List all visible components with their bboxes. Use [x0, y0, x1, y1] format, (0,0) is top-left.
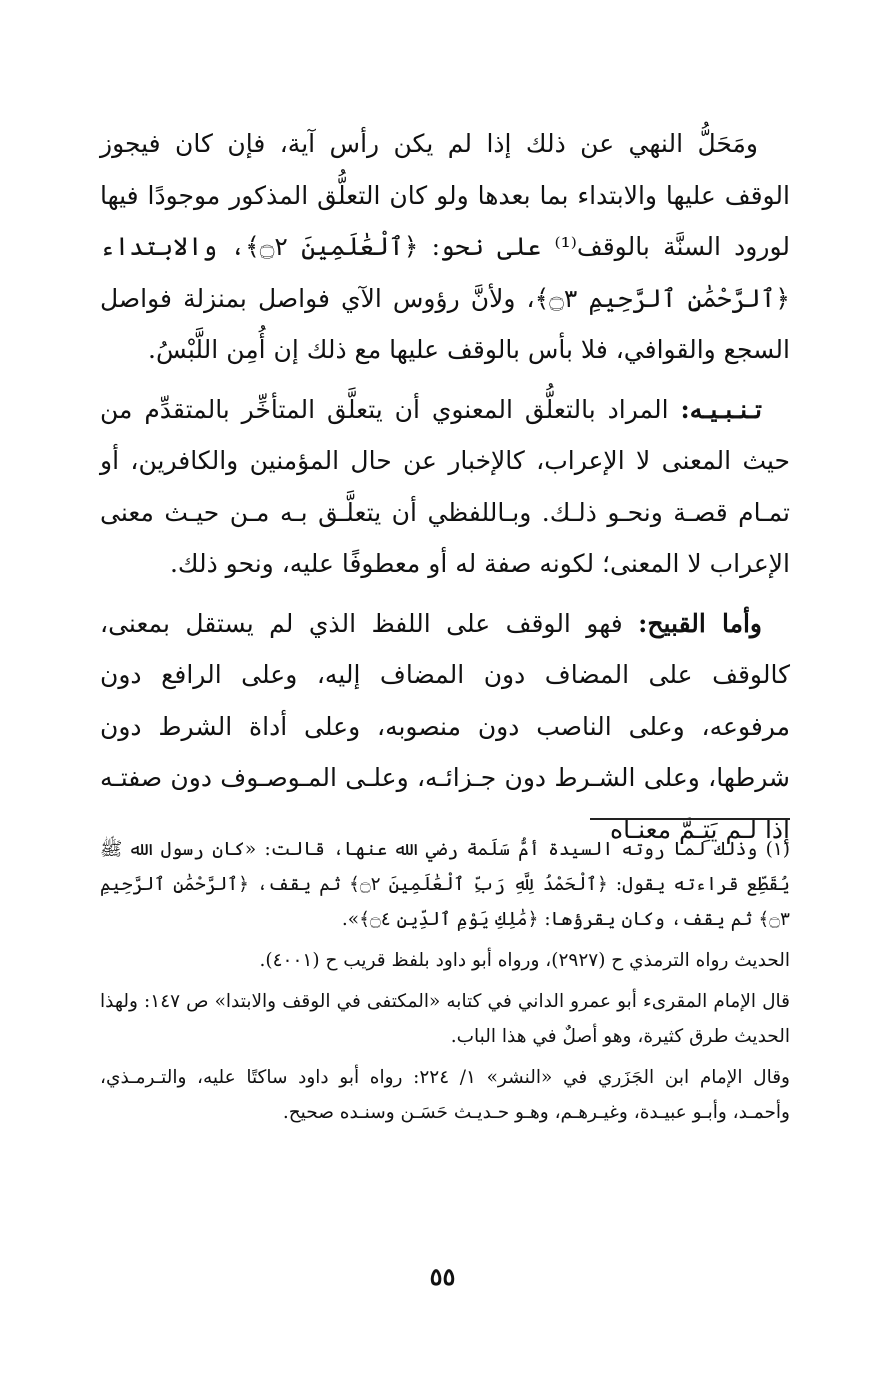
- paragraph-1-text: ومَحَلُّ النهي عن ذلك إذا لم يكن رأس آية، فإن كان فيجوز الوقف عليها والابتداء بما بعدها ولو كان التعلُّق المذكور موجودًا فيها لورود السنَّة بالوقف⁽¹⁾ على نحو: ﴿ٱلْعَٰلَمِينَ ۝٢﴾، والابتداء ﴿ٱلرَّحْمَٰنِ ٱلرَّحِيمِ ۝٣﴾، ولأنَّ رؤوس الآي فواصل بمنزلة فواصل السجع والقوافي، فلا بأس بالوقف عليها مع ذلك إن أُمِن اللَّبْسُ.: [100, 129, 791, 364]
- tanbih-label: تـنـبـيـه:: [680, 394, 762, 424]
- footnote-3: قال الإمام المقرىء أبو عمرو الداني في كتابه «المكتفى في الوقف والابتدا» ص ١٤٧: ولهذا الحديث طرق كثيرة، وهو أصلٌ في هذا الباب.: [100, 991, 791, 1047]
- footnote-divider: [590, 818, 790, 820]
- footnotes: [100, 832, 790, 1136]
- paragraph-3: [100, 598, 790, 856]
- paragraph-1: [100, 118, 790, 376]
- paragraph-2-text: المراد بالتعلُّق المعنوي أن يتعلَّق المتأخِّر بالمتقدِّم من حيث المعنى لا الإعراب، كالإخبار عن حال المؤمنين والكافرين، أو تمـام قصـة ونحـو ذلـك. وبـاللفظي أن يتعلَّـق بـه مـن حيـث معنى الإعراب لا المعنى؛ لكونه صفة له أو معطوفًا عليه، ونحو ذلك.: [100, 394, 790, 578]
- page-number: ٥٥: [429, 1262, 456, 1291]
- footnote-1: (١) وذلك لما روته السيدة أمُّ سَلَمة رضي الله عنها، قالت: «كان رسول الله ﷺ يُقَطِّع قراءته يقول: ﴿ٱلْحَمْدُ لِلَّهِ رَبِّ ٱلْعَٰلَمِينَ ۝٢﴾ ثم يقف، ﴿ٱلرَّحْمَٰنِ ٱلرَّحِيمِ ۝٣﴾ ثم يقف، وكان يقرؤها: ﴿مَٰلِكِ يَوْمِ ٱلدِّينِ ۝٤﴾».: [100, 839, 790, 930]
- footnote-4: وقال الإمام ابن الجَزَري في «النشر» ١/ ٢٢٤: رواه أبو داود ساكتًا عليه، والتـرمـذي، وأحمـد، وأبـو عبيـدة، وغيـرهـم، وهـو حـديـث حَسَـن وسنـده صحيح.: [100, 1067, 790, 1123]
- footnote-2: الحديث رواه الترمذي ح (٢٩٢٧)، ورواه أبو داود بلفظ قريب ح (٤٠٠١).: [259, 950, 790, 971]
- paragraph-3-text: فهو الوقف على اللفظ الذي لم يستقل بمعنى، كالوقف على المضاف دون المضاف إليه، وعلى الرافع دون مرفوعه، وعلى الناصب دون منصوبه، وعلى أداة الشرط دون شرطها، وعلى الشـرط دون جـزائـه، وعلـى المـوصـوف دون صفتـه إذا لـم يَتِـمَّ معنـاه: [100, 608, 790, 844]
- qabih-label: وأما القبيح:: [638, 608, 762, 638]
- main-text: [100, 118, 790, 863]
- paragraph-2: [100, 384, 790, 590]
